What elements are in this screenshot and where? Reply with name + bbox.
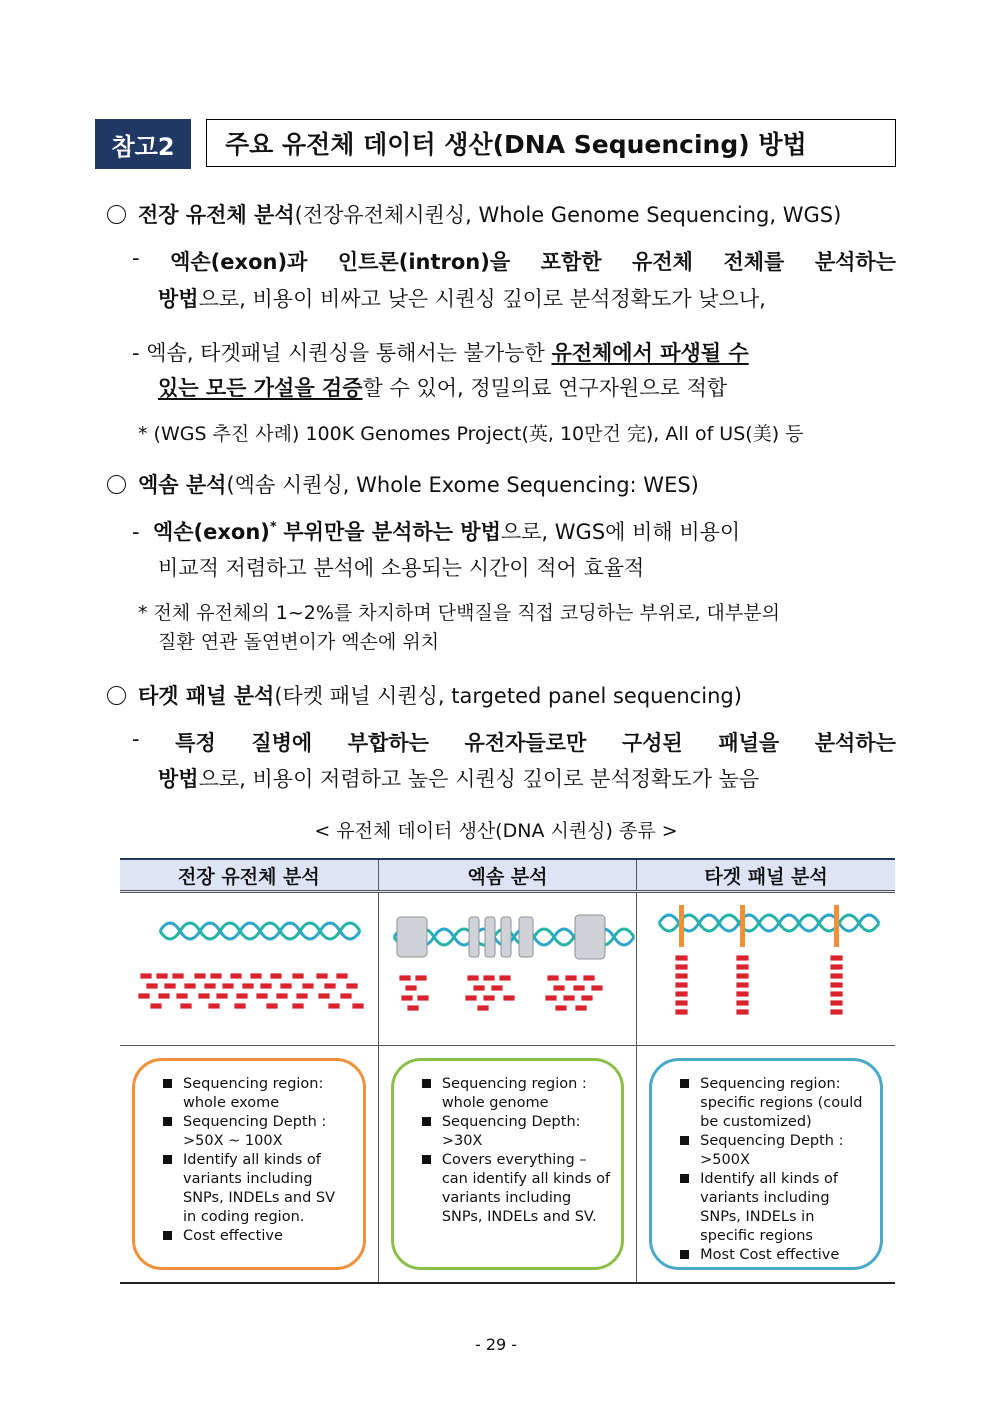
reference-tag: 참고2 xyxy=(95,119,191,169)
wes-bullet-1-line-1: - 엑손(exon)* 부위만을 분석하는 방법으로, WGS에 비해 비용이 xyxy=(132,520,741,544)
detail-item: Identify all kinds of variants including SNPs, INDELs and SV in coding region. xyxy=(163,1151,353,1227)
panel-illustration xyxy=(637,892,895,1046)
dna-helix-icon xyxy=(659,915,879,931)
reads-icon xyxy=(399,975,603,1011)
wes-details-cell xyxy=(378,1046,636,1284)
circle-bullet-icon xyxy=(107,475,126,494)
detail-item: Covers everything – can identify all kinds of variants including SNPs, INDELs and SV. xyxy=(422,1151,611,1227)
circle-bullet-icon xyxy=(107,686,126,705)
reads-icon xyxy=(138,973,364,1009)
panel-details-cell xyxy=(637,1046,895,1284)
wgs-details-cell xyxy=(120,1046,378,1284)
detail-item: Identify all kinds of variants including SNPs, INDELs in specific regions xyxy=(680,1170,870,1246)
table-caption: < 유전체 데이터 생산(DNA 시퀀싱) 종류 > xyxy=(314,820,678,842)
wgs-illustration xyxy=(120,892,378,1046)
wes-note-line-1: * 전체 유전체의 1~2%를 차지하며 단백질을 직접 코딩하는 부위로, 대부분의 xyxy=(138,602,780,624)
detail-item: Sequencing Depth : >50X ~ 100X xyxy=(163,1113,353,1151)
wes-bullet-1-line-2: 비교적 저렴하고 분석에 소용되는 시간이 적어 효율적 xyxy=(158,556,645,580)
wes-illustration xyxy=(378,892,636,1046)
panel-bullet-1-line-2: 방법으로, 비용이 저렴하고 높은 시퀀싱 깊이로 분석정확도가 높음 xyxy=(158,767,760,791)
table-header-panel: 타겟 패널 분석 xyxy=(637,859,895,892)
wgs-bullet-1-line-1: - 엑손(exon)과 인트론(intron)을 포함한 유전체 전체를 분석하는 xyxy=(132,246,896,274)
details-box-green xyxy=(391,1058,624,1270)
details-box-orange xyxy=(132,1058,366,1270)
detail-item: Sequencing region: specific regions (could be customized) xyxy=(680,1075,870,1132)
section-heading-panel: 타겟 패널 분석(타켓 패널 시퀀싱, targeted panel sequencing) xyxy=(107,680,742,710)
dna-helix-icon xyxy=(160,923,360,939)
page-title: 주요 유전체 데이터 생산(DNA Sequencing) 방법 xyxy=(206,119,896,167)
table-header-wgs: 전장 유전체 분석 xyxy=(120,859,378,892)
detail-item: Cost effective xyxy=(163,1227,353,1246)
wes-note-line-2: 질환 연관 돌연변이가 엑손에 위치 xyxy=(158,631,440,653)
section-heading-wes: 엑솜 분석(엑솜 시퀀싱, Whole Exome Sequencing: WES) xyxy=(107,469,699,499)
details-box-blue xyxy=(649,1058,883,1270)
detail-item: Sequencing Depth : >500X xyxy=(680,1132,870,1170)
wgs-note: * (WGS 추진 사례) 100K Genomes Project(英, 10만건 完), All of US(美) 등 xyxy=(138,423,804,445)
page-number: - 29 - xyxy=(474,1335,518,1354)
detail-item: Sequencing region : whole genome xyxy=(422,1075,611,1113)
panel-bullet-1-line-1: - 특정 질병에 부합하는 유전자들로만 구성된 패널을 분석하는 xyxy=(132,727,896,755)
wgs-bullet-1-line-2: 방법으로, 비용이 비싸고 낮은 시퀀싱 깊이로 분석정확도가 낮으나, xyxy=(158,287,766,311)
detail-item: Sequencing Depth: >30X xyxy=(422,1113,611,1151)
wgs-bullet-2-line-1: - 엑솜, 타겟패널 시퀀싱을 통해서는 불가능한 유전체에서 파생될 수 xyxy=(132,341,749,365)
circle-bullet-icon xyxy=(107,205,126,224)
reads-icon xyxy=(675,955,843,1015)
detail-item: Most Cost effective xyxy=(680,1246,870,1265)
wgs-bullet-2-line-2: 있는 모든 가설을 검증할 수 있어, 정밀의료 연구자원으로 적합 xyxy=(158,376,728,400)
sequencing-types-table xyxy=(120,858,895,1284)
section-heading-wgs: 전장 유전체 분석(전장유전체시퀀싱, Whole Genome Sequencing, WGS) xyxy=(107,199,841,229)
detail-item: Sequencing region: whole exome xyxy=(163,1075,353,1113)
table-header-wes: 엑솜 분석 xyxy=(378,859,636,892)
